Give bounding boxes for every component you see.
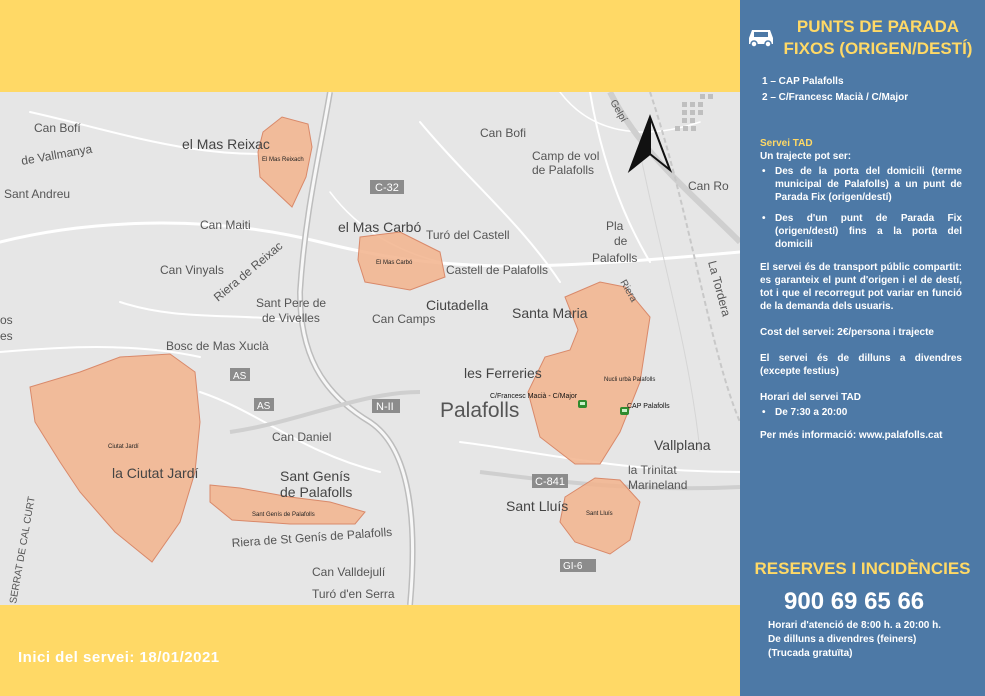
map-canvas[interactable] <box>0 92 740 605</box>
place-vallmanya: de Vallmanya <box>20 141 94 168</box>
tad-section <box>760 137 962 455</box>
road-shield-c32 <box>370 180 404 194</box>
zone-label-sant-genis: Sant Genís de Palafolls <box>252 512 315 518</box>
stop-label-cap: CAP Palafolls <box>627 403 670 410</box>
place-santa-maria: Santa Maria <box>512 305 588 321</box>
place-sant-genis-2: de Palafolls <box>280 484 353 500</box>
zone-ciutat-jardi[interactable] <box>30 354 200 562</box>
place-can-daniel: Can Daniel <box>272 430 332 444</box>
stop-item: 1 – CAP Palafolls <box>762 76 844 87</box>
bus-stop-icon[interactable] <box>578 400 587 408</box>
place-castell: Castell de Palafolls <box>446 263 549 277</box>
place-pla-1: Pla <box>606 219 624 233</box>
place-can-bofi-2: Can Bofi <box>480 126 527 140</box>
place-la-tordera: La Tordera <box>705 259 734 318</box>
info-panel <box>740 0 985 696</box>
place-vallplana: Vallplana <box>654 437 711 453</box>
place-sant-genis-1: Sant Genís <box>280 468 351 484</box>
place-camp-vol-1: Camp de vol <box>532 149 600 163</box>
svg-text:C-32: C-32 <box>375 182 399 194</box>
road-shield-as-1 <box>230 368 250 382</box>
svg-text:AS: AS <box>233 371 247 382</box>
place-palafolls: Palafolls <box>440 399 520 422</box>
svg-text:C-841: C-841 <box>535 476 565 488</box>
zone-label-mas-reixach: El Mas Reixach <box>262 157 304 163</box>
place-riera: Riera <box>617 278 639 305</box>
service-start-date: Inici del servei: 18/01/2021 <box>18 649 220 666</box>
cost-text: Cost del servei: 2€/persona i trajecte <box>760 327 934 338</box>
reserves-title: RESERVES I INCIDÈNCIES <box>754 559 971 578</box>
place-can-maiti: Can Maiti <box>200 218 251 232</box>
place-turo-castell: Turó del Castell <box>426 228 510 242</box>
svg-text:N-II: N-II <box>376 401 394 413</box>
place-riera-st-genis: Riera de St Genís de Palafolls <box>231 524 393 550</box>
place-la-trinitat: la Trinitat <box>628 463 677 477</box>
place-serrat: SERRAT DE CAL CURT <box>8 495 38 605</box>
place-turo-serra: Turó d'en Serra <box>312 587 395 601</box>
tad-intro: Un trajecte pot ser: <box>760 151 852 162</box>
schedule-bullet: • De 7:30 a 20:00 <box>760 406 962 419</box>
zone-label-nucli-urba: Nucli urbà Palafolls <box>604 377 656 383</box>
place-ferreries: les Ferreries <box>464 365 542 381</box>
tad-heading: Servei TAD <box>760 138 813 149</box>
place-ves: es <box>0 329 13 343</box>
days-text: El servei és de dilluns a divendres (excepte festius) <box>760 353 962 377</box>
road-shield-n2 <box>372 399 400 413</box>
place-can-bofi: Can Bofí <box>34 121 81 135</box>
stop-label-macia: C/Francesc Macià - C/Major <box>490 393 578 400</box>
place-sant-andreu: Sant Andreu <box>4 187 71 201</box>
place-can-ro: Can Ro <box>688 179 729 193</box>
north-arrow-icon <box>630 117 670 170</box>
svg-text:GI-6: GI-6 <box>563 561 583 572</box>
map-area[interactable] <box>0 92 740 605</box>
place-sant-pere-1: Sant Pere de <box>256 296 327 310</box>
place-bosc: Bosc de Mas Xuclà <box>166 339 269 353</box>
stop-list <box>762 74 908 106</box>
phone-number[interactable]: 900 69 65 66 <box>784 588 925 615</box>
panel-title: PUNTS DE PARADA FIXOS (ORIGEN/DESTÍ) <box>783 17 973 58</box>
place-marineland: Marineland <box>628 478 688 492</box>
place-camp-vol-2: de Palafolls <box>532 163 595 177</box>
place-ciutadella: Ciutadella <box>426 297 489 313</box>
zone-label-ciutat-jardi: Ciutat Jardí <box>108 444 139 450</box>
place-los: os <box>0 313 13 327</box>
place-can-valldejuli: Can Valldejulí <box>312 565 386 579</box>
place-mas-carbo: el Mas Carbó <box>338 219 422 235</box>
road-shield-c841 <box>532 474 568 488</box>
place-can-camps: Can Camps <box>372 312 436 326</box>
place-gelpi: Gelpí <box>607 98 629 125</box>
place-mas-reixac: el Mas Reixac <box>182 136 270 152</box>
shared-service-text: El servei és de transport públic compartit: es garanteix el punt d'origen i el de destí, tot i que el recorregut pot variar en funció de la demanda dels usuaris. <box>760 262 962 312</box>
attention-hours: Horari d'atenció de 8:00 h. a 20:00 h. De dilluns a divendres (feiners) (Trucada gratuïta) <box>768 620 941 659</box>
place-sant-pere-2: de Vivelles <box>262 311 320 325</box>
schedule-heading: Horari del servei TAD <box>760 392 861 403</box>
place-sant-lluis: Sant Lluís <box>506 498 569 514</box>
place-riera-reixac: Riera de Reixac <box>210 238 286 305</box>
stop-item: 2 – C/Francesc Macià / C/Major <box>762 92 909 103</box>
place-can-vinyals: Can Vinyals <box>160 263 224 277</box>
zone-label-mas-carbo: El Mas Carbó <box>376 260 413 266</box>
place-ciutat-jardi: la Ciutat Jardí <box>112 465 199 481</box>
svg-text:AS: AS <box>257 401 271 412</box>
tad-bullet: • Des de la porta del domicili (terme municipal de Palafolls) a un punt de Parada Fix (origen/destí) <box>760 165 962 204</box>
info-link-text[interactable]: Per més informació: www.palafolls.cat <box>760 430 943 441</box>
bottom-banner <box>0 605 740 696</box>
road-shield-gi <box>560 559 596 572</box>
top-banner <box>0 0 740 92</box>
car-icon <box>746 26 776 48</box>
place-pla-2: de <box>614 234 628 248</box>
place-pla-3: Palafolls <box>592 251 638 265</box>
road-shield-as-2 <box>254 398 274 412</box>
zone-label-sant-lluis: Sant Lluís <box>586 511 613 517</box>
tad-bullet: • Des d'un punt de Parada Fix (origen/destí) fins a la porta del domicili <box>760 212 962 251</box>
